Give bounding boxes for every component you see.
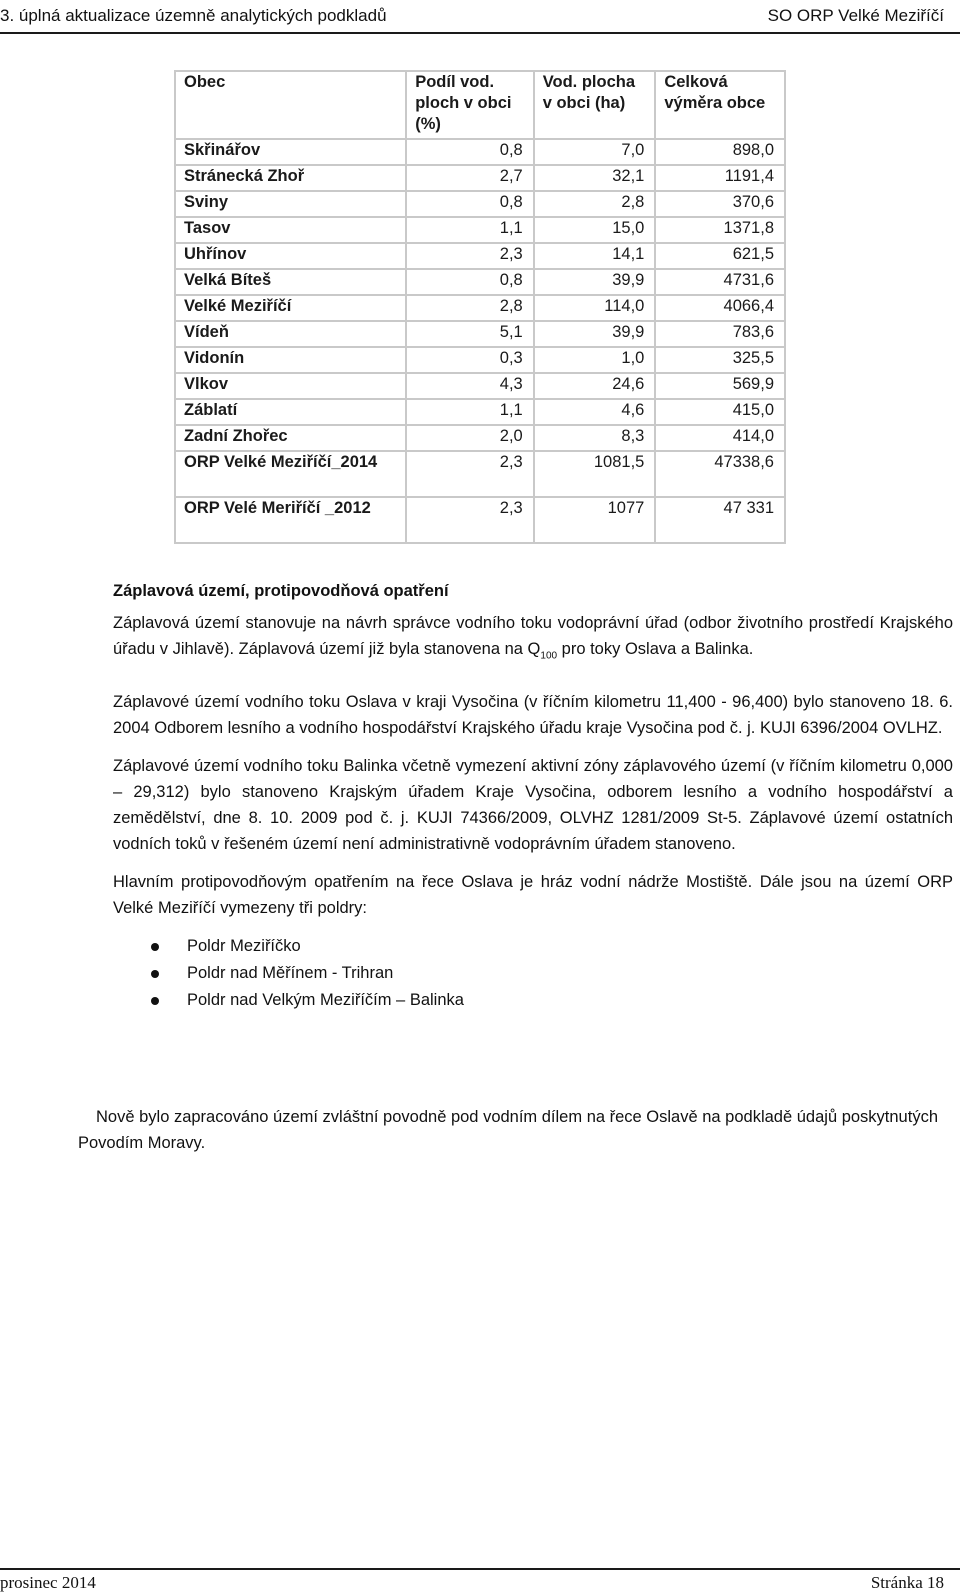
- section-heading: Záplavová území, protipovodňová opatření: [113, 582, 449, 600]
- cell-vymera: 414,0: [655, 425, 785, 451]
- cell-podil: 2,3: [406, 243, 534, 269]
- table-row: [175, 243, 785, 269]
- list-item: Poldr Meziříčko: [113, 933, 953, 960]
- paragraph-oslava: Záplavové území vodního toku Oslava v kraji Vysočina (v říčním kilometru 11,400 - 96,400) bylo stanoveno 18. 6. 2004 Odborem lesního a vodního hospodářství Krajského úřadu kraje Vysočina pod č. j. KUJI 6396/2004 OVLHZ.: [113, 693, 953, 738]
- water-area-table: [174, 70, 786, 544]
- cell-vymera: 783,6: [655, 321, 785, 347]
- bullet-icon: [151, 997, 159, 1005]
- column-header-podil: Podíl vod. ploch v obci (%): [406, 71, 534, 139]
- cell-plocha: 114,0: [534, 295, 656, 321]
- header-divider: [0, 32, 960, 34]
- cell-vymera: 325,5: [655, 347, 785, 373]
- cell-vymera: 47338,6: [655, 451, 785, 497]
- cell-vymera: 569,9: [655, 373, 785, 399]
- cell-obec: Záblatí: [175, 399, 406, 425]
- cell-obec: Velké Meziříčí: [175, 295, 406, 321]
- cell-plocha: 14,1: [534, 243, 656, 269]
- cell-podil: 0,3: [406, 347, 534, 373]
- cell-obec: ORP Velké Meziříčí_2014: [175, 451, 406, 497]
- cell-podil: 2,3: [406, 451, 534, 497]
- cell-podil: 1,1: [406, 399, 534, 425]
- paragraph-measures: Hlavním protipovodňovým opatřením na řece Oslava je hráz vodní nádrže Mostiště. Dále jsou na území ORP Velké Meziříčí vymezeny tři poldry:: [113, 873, 953, 918]
- cell-obec: Stránecká Zhoř: [175, 165, 406, 191]
- cell-podil: 4,3: [406, 373, 534, 399]
- table-row: [175, 497, 785, 543]
- table-row: [175, 217, 785, 243]
- cell-podil: 0,8: [406, 191, 534, 217]
- table-row: [175, 139, 785, 165]
- flood-section: [113, 578, 953, 1014]
- table-row: [175, 295, 785, 321]
- page-header: [0, 0, 960, 32]
- column-header-obec: Obec: [175, 71, 406, 139]
- list-item: Poldr nad Měřínem - Trihran: [113, 960, 953, 987]
- table-row: [175, 451, 785, 497]
- cell-plocha: 15,0: [534, 217, 656, 243]
- column-header-plocha: Vod. plocha v obci (ha): [534, 71, 656, 139]
- cell-vymera: 47 331: [655, 497, 785, 543]
- cell-podil: 0,8: [406, 269, 534, 295]
- cell-podil: 0,8: [406, 139, 534, 165]
- cell-obec: Vídeň: [175, 321, 406, 347]
- cell-obec: Sviny: [175, 191, 406, 217]
- cell-plocha: 1,0: [534, 347, 656, 373]
- table-header-row: [175, 71, 785, 139]
- cell-plocha: 4,6: [534, 399, 656, 425]
- cell-vymera: 415,0: [655, 399, 785, 425]
- cell-obec: Tasov: [175, 217, 406, 243]
- cell-plocha: 39,9: [534, 269, 656, 295]
- cell-podil: 2,3: [406, 497, 534, 543]
- cell-plocha: 1081,5: [534, 451, 656, 497]
- cell-obec: ORP Velé Meriříčí _2012: [175, 497, 406, 543]
- table-row: [175, 347, 785, 373]
- cell-obec: Vlkov: [175, 373, 406, 399]
- table-row: [175, 425, 785, 451]
- table-row: [175, 165, 785, 191]
- cell-plocha: 1077: [534, 497, 656, 543]
- table-row: [175, 399, 785, 425]
- header-region-title: SO ORP Velké Meziříčí: [767, 6, 944, 25]
- cell-plocha: 7,0: [534, 139, 656, 165]
- table-row: [175, 269, 785, 295]
- footer-date: prosinec 2014: [0, 1573, 96, 1592]
- table-row: [175, 373, 785, 399]
- table-row: [175, 191, 785, 217]
- bullet-icon: [151, 943, 159, 951]
- paragraph-special-flood: Nově bylo zapracováno území zvláštní povodně pod vodním dílem na řece Oslavě na podkladě údajů poskytnutých Povodím Moravy.: [78, 1108, 938, 1152]
- cell-obec: Vidonín: [175, 347, 406, 373]
- cell-vymera: 1191,4: [655, 165, 785, 191]
- cell-podil: 1,1: [406, 217, 534, 243]
- cell-plocha: 32,1: [534, 165, 656, 191]
- cell-obec: Velká Bíteš: [175, 269, 406, 295]
- cell-obec: Skřinářov: [175, 139, 406, 165]
- cell-vymera: 370,6: [655, 191, 785, 217]
- paragraph-balinka: Záplavové území vodního toku Balinka včetně vymezení aktivní zóny záplavového území (v říčním kilometru 0,000 – 29,312) bylo stanoveno Krajským úřadem Kraje Vysočina, odborem lesního a vodního hospodářství a zemědělství, dne 8. 10. 2009 pod č. j. KUJI 74366/2009, OLVHZ 1281/2009 St-5. Záplavové území ostatních vodních toků v řešeném území není administrativně vodoprávním úřadem stanoveno.: [113, 757, 953, 854]
- cell-obec: Uhřínov: [175, 243, 406, 269]
- cell-vymera: 4731,6: [655, 269, 785, 295]
- bullet-icon: [151, 970, 159, 978]
- table-row: [175, 321, 785, 347]
- cell-vymera: 898,0: [655, 139, 785, 165]
- cell-podil: 2,0: [406, 425, 534, 451]
- paragraph-flood-areas: Záplavová území stanovuje na návrh správce vodního toku vodoprávní úřad (odbor životního prostředí Krajského úřadu v Jihlavě). Záplavová území již byla stanovena na $Q_{100}$ pro toky Oslava a Balinka.: [113, 614, 953, 662]
- cell-plocha: 39,9: [534, 321, 656, 347]
- cell-plocha: 2,8: [534, 191, 656, 217]
- cell-podil: 2,7: [406, 165, 534, 191]
- header-chapter-title: 3. úplná aktualizace územně analytických podkladů: [0, 6, 387, 25]
- cell-podil: 5,1: [406, 321, 534, 347]
- cell-vymera: 4066,4: [655, 295, 785, 321]
- cell-podil: 2,8: [406, 295, 534, 321]
- cell-plocha: 24,6: [534, 373, 656, 399]
- cell-vymera: 621,5: [655, 243, 785, 269]
- cell-vymera: 1371,8: [655, 217, 785, 243]
- cell-plocha: 8,3: [534, 425, 656, 451]
- page-footer: [0, 1570, 960, 1594]
- footer-page-number: Stránka 18: [870, 1573, 944, 1592]
- list-item: Poldr nad Velkým Meziříčím – Balinka: [113, 987, 953, 1014]
- polder-list: [113, 933, 953, 1014]
- cell-obec: Zadní Zhořec: [175, 425, 406, 451]
- column-header-vymera: Celková výměra obce: [655, 71, 785, 139]
